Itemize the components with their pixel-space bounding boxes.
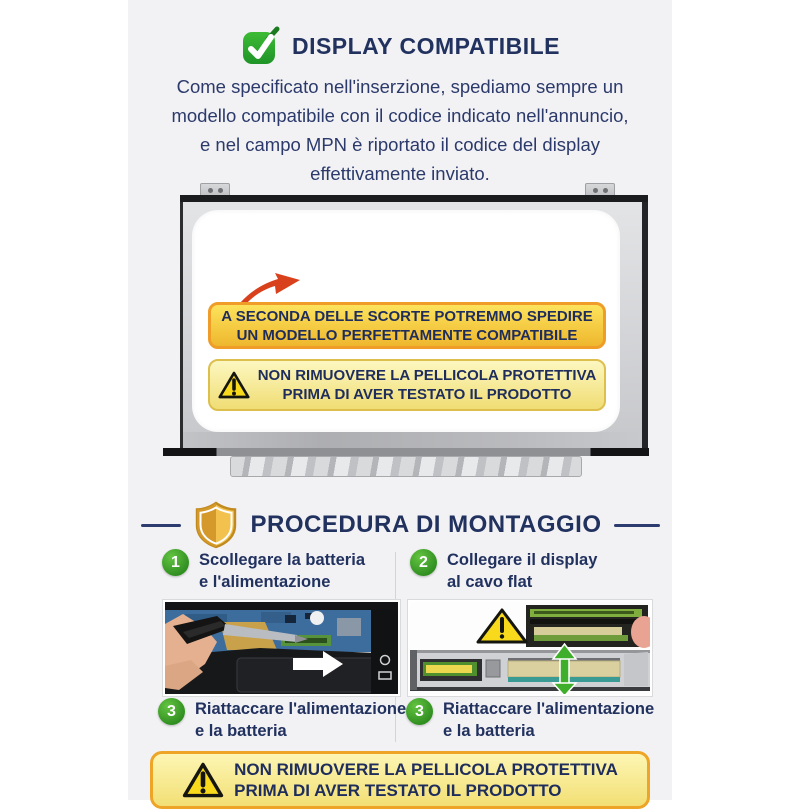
intro-line: effettivamente inviato. bbox=[310, 163, 490, 184]
footer-warning-banner bbox=[150, 751, 650, 809]
stock-notice-box bbox=[208, 302, 606, 349]
photo-disconnect-battery bbox=[163, 600, 400, 696]
film-warning-line: NON RIMUOVERE LA PELLICOLA PROTETTIVA bbox=[257, 367, 597, 384]
page-title: DISPLAY COMPATIBILE bbox=[291, 32, 561, 59]
step-1-label: Scollegare la batteria bbox=[199, 551, 365, 569]
step-3-left-label: e la batteria bbox=[195, 722, 287, 740]
procedure-header bbox=[128, 501, 672, 549]
panel-top-edge bbox=[180, 195, 648, 202]
green-checkmark-icon bbox=[240, 26, 280, 66]
intro-paragraph bbox=[128, 72, 672, 188]
header bbox=[128, 26, 672, 66]
intro-line: e nel campo MPN è riportato il codice del display bbox=[200, 134, 600, 155]
foil-tape bbox=[230, 456, 582, 477]
panel-bottom-edge bbox=[163, 448, 649, 456]
warning-triangle-icon bbox=[182, 761, 224, 799]
step-2-badge: 2 bbox=[410, 549, 437, 576]
procedure-title: PROCEDURA DI MONTAGGIO bbox=[250, 511, 602, 538]
step-3-right-label: Riattaccare l'alimentazione bbox=[443, 700, 655, 718]
film-warning-box bbox=[208, 359, 606, 411]
step-1 bbox=[162, 549, 365, 593]
step-1-badge: 1 bbox=[162, 549, 189, 576]
divider-line bbox=[141, 524, 181, 527]
stock-notice-line: A SECONDA DELLE SCORTE POTREMMO SPEDIRE bbox=[221, 307, 593, 325]
step-3-left-badge: 3 bbox=[158, 698, 185, 725]
footer-warning-line: NON RIMUOVERE LA PELLICOLA PROTETTIVA bbox=[234, 760, 618, 779]
panel-bottom-strip bbox=[183, 432, 642, 449]
intro-line: modello compatibile con il codice indicato nell'annuncio, bbox=[171, 105, 629, 126]
step-3-right-label: e la batteria bbox=[443, 722, 535, 740]
step-3-left bbox=[158, 698, 406, 742]
infographic-canvas bbox=[128, 0, 672, 800]
warning-triangle-icon bbox=[218, 370, 250, 400]
photo-connect-flat-cable bbox=[408, 600, 652, 696]
step-1-label: e l'alimentazione bbox=[199, 573, 331, 591]
step-3-right-badge: 3 bbox=[406, 698, 433, 725]
step-3-left-label: Riattaccare l'alimentazione bbox=[195, 700, 407, 718]
step-2-label: Collegare il display bbox=[447, 551, 598, 569]
intro-line: Come specificato nell'inserzione, spediamo sempre un bbox=[176, 76, 624, 97]
footer-warning-line: PRIMA DI AVER TESTATO IL PRODOTTO bbox=[234, 781, 562, 800]
step-3-right bbox=[406, 698, 654, 742]
shield-icon bbox=[193, 501, 239, 549]
step-2-label: al cavo flat bbox=[447, 573, 533, 591]
film-warning-line: PRIMA DI AVER TESTATO IL PRODOTTO bbox=[282, 386, 572, 403]
divider-line bbox=[614, 524, 660, 527]
step-2 bbox=[410, 549, 597, 593]
stock-notice-line: UN MODELLO PERFETTAMENTE COMPATIBILE bbox=[236, 326, 578, 344]
